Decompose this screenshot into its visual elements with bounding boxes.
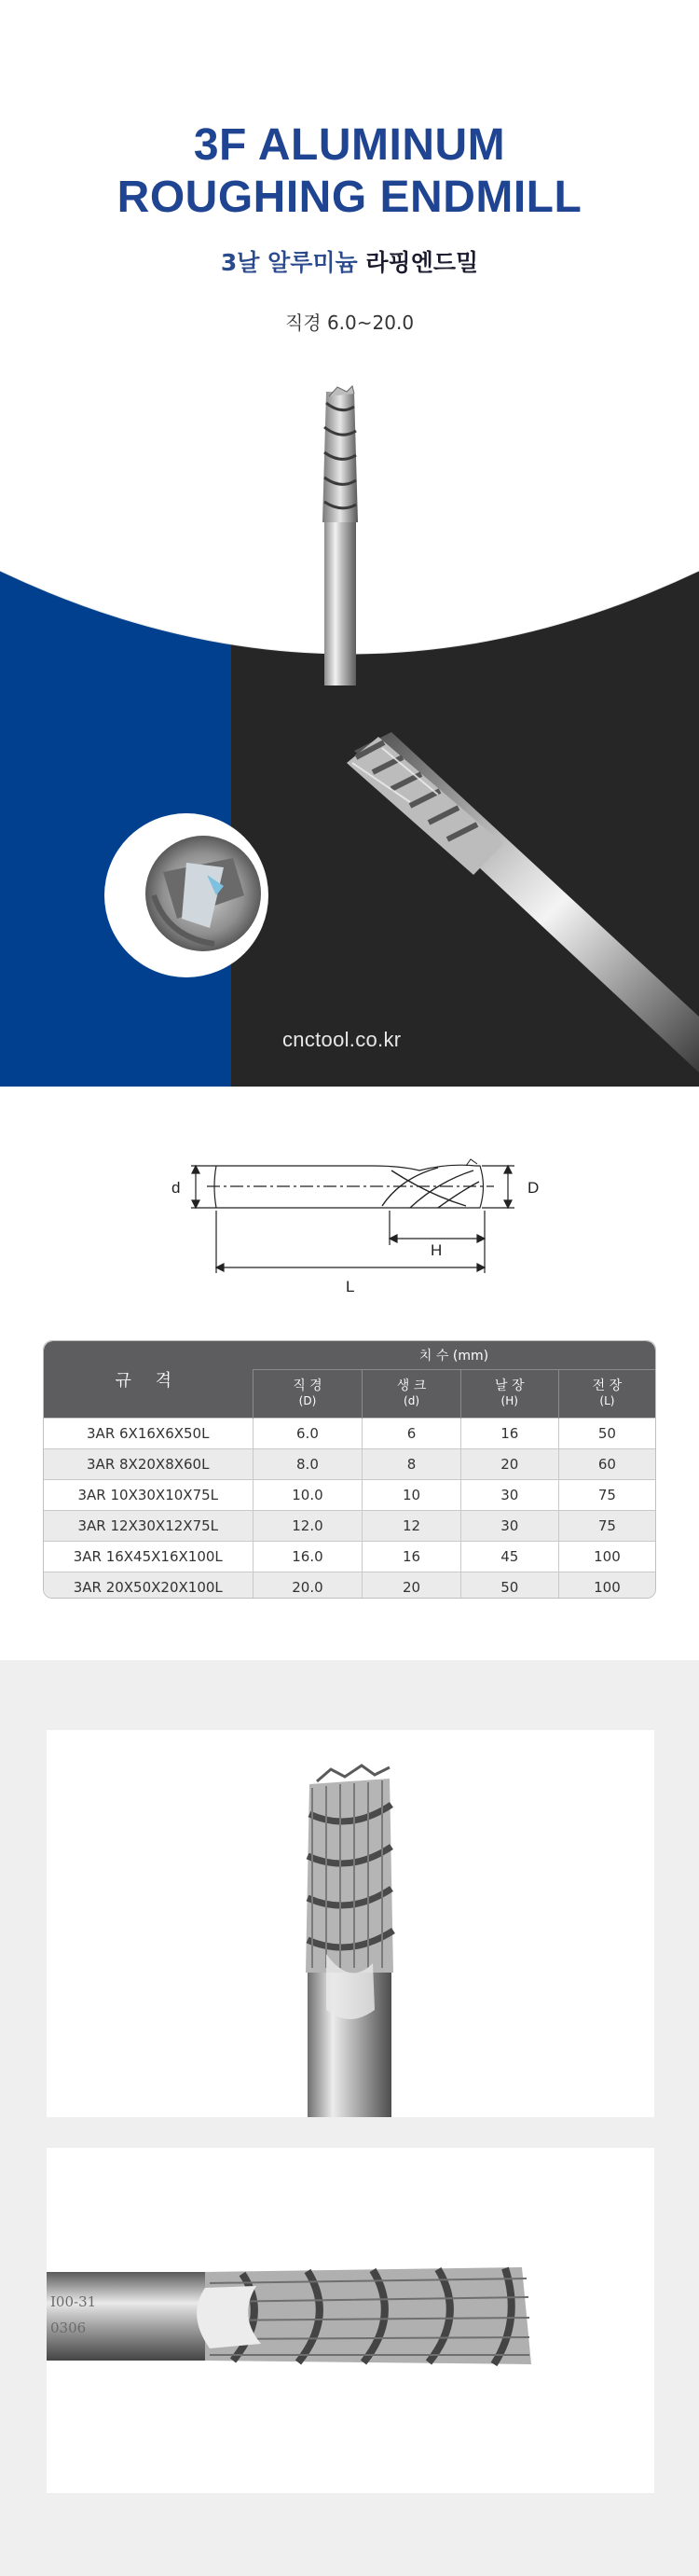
cell-d: 8 — [363, 1448, 460, 1479]
column-header-symbol: (H) — [500, 1394, 518, 1407]
column-header — [363, 1369, 460, 1418]
cell-H: 16 — [460, 1418, 558, 1448]
cell-H: 30 — [460, 1479, 558, 1510]
cell-D: 10.0 — [253, 1479, 363, 1510]
cell-D: 8.0 — [253, 1448, 363, 1479]
detail-photo-horizontal — [47, 2148, 654, 2493]
cell-d: 10 — [363, 1479, 460, 1510]
column-header-symbol: (L) — [599, 1394, 615, 1407]
cell-H: 50 — [460, 1572, 558, 1599]
endface-closeup-image — [104, 813, 268, 977]
diameter-range: 직경 6.0~20.0 — [284, 312, 415, 334]
marking-line-1: I00-31 — [50, 2293, 97, 2310]
cell-L: 50 — [558, 1418, 655, 1448]
table-row — [44, 1479, 655, 1510]
label-H: H — [431, 1241, 443, 1259]
column-header-name: 날 장 — [494, 1378, 525, 1393]
H-dimension — [390, 1211, 485, 1245]
spec-table-body — [44, 1418, 655, 1599]
korean-subtitle — [0, 244, 699, 278]
detail-photo-vertical — [47, 1730, 654, 2117]
marking-line-2: 0306 — [50, 2320, 87, 2336]
table-row — [44, 1448, 655, 1479]
cell-model: 3AR 10X30X10X75L — [44, 1479, 253, 1510]
cell-d: 6 — [363, 1418, 460, 1448]
cell-model: 3AR 20X50X20X100L — [44, 1572, 253, 1599]
units-header: 치 수 (mm) — [253, 1341, 655, 1369]
column-header-name: 직 경 — [293, 1378, 322, 1393]
cell-D: 12.0 — [253, 1510, 363, 1541]
cell-D: 6.0 — [253, 1418, 363, 1448]
cell-d: 16 — [363, 1541, 460, 1572]
cell-L: 75 — [558, 1510, 655, 1541]
title-line-1: 3F ALUMINUM — [193, 120, 506, 170]
table-row — [44, 1510, 655, 1541]
table-row — [44, 1572, 655, 1599]
dimension-diagram — [0, 1152, 699, 1310]
spec-table — [44, 1341, 655, 1599]
column-header-name: 생 크 — [396, 1378, 427, 1393]
cell-H: 20 — [460, 1448, 558, 1479]
spec-table-frame — [43, 1340, 656, 1599]
cell-model: 3AR 6X16X6X50L — [44, 1418, 253, 1448]
cell-model: 3AR 12X30X12X75L — [44, 1510, 253, 1541]
table-row — [44, 1541, 655, 1572]
cell-D: 20.0 — [253, 1572, 363, 1599]
L-dimension — [216, 1211, 485, 1273]
cell-H: 30 — [460, 1510, 558, 1541]
column-header — [558, 1369, 655, 1418]
cell-model: 3AR 16X45X16X100L — [44, 1541, 253, 1572]
page-title — [0, 119, 699, 224]
cell-L: 60 — [558, 1448, 655, 1479]
label-d: d — [171, 1179, 181, 1197]
column-header — [460, 1369, 558, 1418]
cell-d: 20 — [363, 1572, 460, 1599]
cell-L: 75 — [558, 1479, 655, 1510]
column-header-name: 전 장 — [592, 1378, 623, 1393]
column-header — [253, 1369, 363, 1418]
subtitle-part-2: 라핑엔드밀 — [365, 249, 479, 276]
subtitle-part-1: 3날 알루미늄 — [220, 249, 358, 276]
website-text: cnctool.co.kr — [282, 1028, 402, 1051]
cell-L: 100 — [558, 1572, 655, 1599]
label-L: L — [346, 1278, 355, 1295]
cell-H: 45 — [460, 1541, 558, 1572]
cell-L: 100 — [558, 1541, 655, 1572]
hero-section — [0, 0, 699, 1087]
label-D: D — [528, 1179, 540, 1197]
spec-header: 규 격 — [44, 1341, 253, 1418]
column-header-symbol: (D) — [298, 1394, 317, 1407]
cell-d: 12 — [363, 1510, 460, 1541]
column-header-symbol: (d) — [404, 1394, 419, 1407]
cell-model: 3AR 8X20X8X60L — [44, 1448, 253, 1479]
title-line-2: ROUGHING ENDMILL — [116, 173, 582, 222]
endmill-vertical-image — [322, 386, 358, 686]
detail-photo-section — [0, 1660, 699, 2576]
table-row — [44, 1418, 655, 1448]
cell-D: 16.0 — [253, 1541, 363, 1572]
